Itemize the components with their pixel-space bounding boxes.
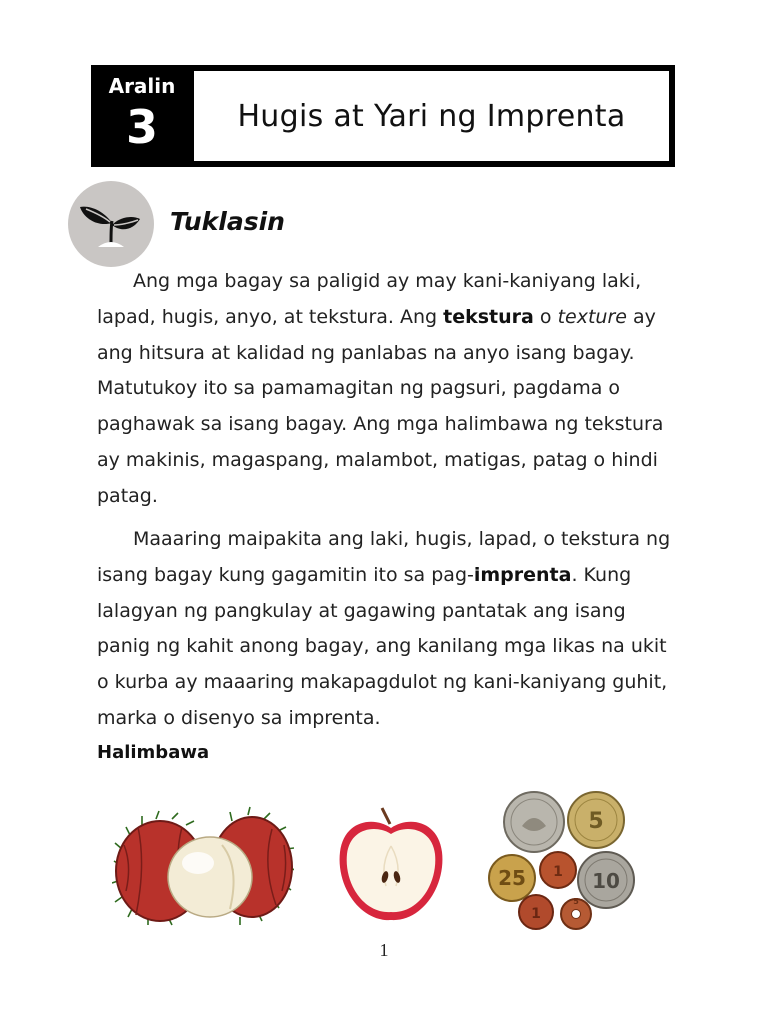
section-label: Tuklasin	[170, 207, 285, 236]
lesson-number-block	[91, 65, 193, 167]
rambutan-image	[112, 805, 294, 930]
p2-bold-term: imprenta	[473, 563, 572, 586]
lesson-word: Aralin	[108, 74, 176, 98]
philippine-coins-image	[486, 790, 638, 932]
coin-label-1: 5	[588, 809, 604, 834]
lesson-header	[91, 65, 675, 167]
p1-italic-term: texture	[557, 305, 627, 328]
coin-label-4: 10	[592, 869, 620, 893]
coin-label-3: 25	[498, 866, 526, 890]
coin-label-5: 1	[531, 906, 541, 922]
paragraph-2	[97, 522, 677, 737]
paragraph-1	[97, 264, 677, 515]
coin-label-2: 1	[553, 864, 563, 880]
coin-label-6: 5	[573, 897, 579, 906]
plant-sprout-icon	[68, 181, 154, 267]
page-number: 1	[379, 940, 389, 960]
lesson-title-panel	[194, 71, 669, 161]
apple-half-image	[334, 806, 449, 926]
examples-label: Halimbawa	[97, 742, 210, 763]
p1-bold-term: tekstura	[443, 305, 534, 328]
lesson-title: Hugis at Yari ng Imprenta	[237, 98, 626, 134]
p2-text-1: Maaaring maipakita ang laki, hugis, lapad, o tekstura ng isang bagay kung gagamitin ito sa pag-	[97, 528, 671, 586]
p1-text-2: o	[533, 305, 558, 328]
p1-text-3: ay ang hitsura at kalidad ng panlabas na anyo isang bagay. Matutukoy ito sa pamamagitan ng pagsuri, pagdama o paghawak sa isang bagay. Ang mga halimbawa ng tekstura ay makinis, magaspang, malambot, matigas, patag o hindi patag.	[97, 305, 664, 507]
p2-text-2: . Kung lalagyan ng pangkulay at gagawing pantatak ang isang panig ng kahit anong bagay, ang kanilang mga likas na ukit o kurba ay maaaring makapagdulot ng kani-kaniyang guhit, marka o disenyo sa imprenta.	[97, 563, 668, 729]
lesson-number: 3	[125, 100, 158, 154]
p1-text-1: Ang mga bagay sa paligid ay may kani-kaniyang laki, lapad, hugis, anyo, at tekstura. Ang	[97, 270, 642, 328]
